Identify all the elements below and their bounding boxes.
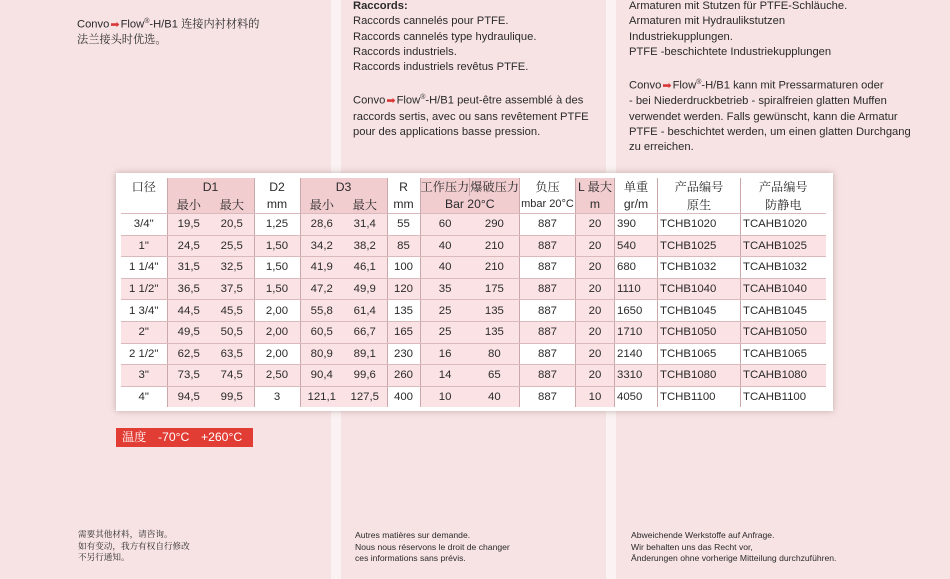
model-name: -H/B1 <box>149 18 178 31</box>
header-code-original: 产品编号 <box>658 178 741 196</box>
cell-length: 20 <box>576 257 615 279</box>
subheader-m: m <box>576 196 615 214</box>
text-line: Raccords cannelés pour PTFE. <box>353 15 509 28</box>
cell-d3-min: 90,4 <box>300 365 343 387</box>
cell-length: 20 <box>576 321 615 343</box>
cell-vacuum: 887 <box>520 214 576 236</box>
cell-d2: 1,50 <box>254 278 300 300</box>
temperature-low: -70°C <box>158 430 190 444</box>
cell-d3-min: 47,2 <box>300 278 343 300</box>
cell-d3-min: 34,2 <box>300 235 343 257</box>
cell-code-original: TCHB1100 <box>658 386 741 407</box>
brand-suffix: Flow <box>672 79 697 92</box>
cell-d2: 2,00 <box>254 300 300 322</box>
cell-d3-max: 89,1 <box>343 343 387 365</box>
text-line: zu erreichen. <box>629 141 694 154</box>
subheader-mbar: mbar 20°C <box>520 196 576 214</box>
text-line: Industriekupplungen. <box>629 30 733 43</box>
cell-length: 10 <box>576 386 615 407</box>
temperature-high: +260°C <box>201 430 243 444</box>
subheader-bar: Bar 20°C <box>420 196 520 214</box>
footer-line: 需要其他材料，请咨询。 <box>78 529 173 539</box>
footer-line: ces informations sans prévis. <box>355 553 466 564</box>
cell-d1-max: 74,5 <box>210 365 254 387</box>
cell-code-original: TCHB1032 <box>658 257 741 279</box>
cell-d2: 1,50 <box>254 257 300 279</box>
cell-d1-max: 45,5 <box>210 300 254 322</box>
cell-d2: 2,00 <box>254 343 300 365</box>
text-line: - bei Niederdruckbetrieb - spiralfreien glatten Muffen <box>629 95 887 108</box>
footer-french <box>355 530 510 565</box>
cell-r: 135 <box>387 300 420 322</box>
cell-vacuum: 887 <box>520 386 576 407</box>
cell-working-pressure: 25 <box>420 300 470 322</box>
text-line: -H/B1 kann mit Pressarmaturen oder <box>701 79 884 92</box>
cell-r: 100 <box>387 257 420 279</box>
cell-d1-min: 62,5 <box>167 343 210 365</box>
header-bore: 口径 <box>121 178 167 196</box>
cell-vacuum: 887 <box>520 257 576 279</box>
subheader-original: 原生 <box>658 196 741 214</box>
header-burst-pressure: 爆破压力 <box>470 178 520 196</box>
subheader-max: 最大 <box>210 196 254 214</box>
cell-d3-max: 61,4 <box>343 300 387 322</box>
cell-bore: 2" <box>121 321 167 343</box>
footer-line: 如有变动，我方有权自行修改 <box>78 540 190 551</box>
text-line: raccords sertis, avec ou sans revêtement PTFE <box>353 110 589 123</box>
cell-weight: 1650 <box>615 300 658 322</box>
brand-suffix: Flow <box>120 18 145 31</box>
intro-text: 法兰接头时优选。 <box>77 34 167 47</box>
subheader-mm: mm <box>254 196 300 214</box>
header-length: L 最大 <box>576 178 615 196</box>
cell-code-antistatic: TCAHB1065 <box>741 343 826 365</box>
table-row <box>121 300 826 322</box>
cell-burst-pressure: 210 <box>470 235 520 257</box>
cell-vacuum: 887 <box>520 365 576 387</box>
intro-german <box>629 0 911 155</box>
cell-code-antistatic: TCAHB1100 <box>741 386 826 407</box>
cell-weight: 4050 <box>615 386 658 407</box>
cell-r: 85 <box>387 235 420 257</box>
subheader-min: 最小 <box>167 196 210 214</box>
brand-prefix: Convo <box>353 95 386 108</box>
cell-d1-min: 36,5 <box>167 278 210 300</box>
table-row <box>121 214 826 236</box>
cell-r: 260 <box>387 365 420 387</box>
table-row <box>121 321 826 343</box>
cell-r: 165 <box>387 321 420 343</box>
cell-code-antistatic: TCAHB1045 <box>741 300 826 322</box>
cell-d3-max: 38,2 <box>343 235 387 257</box>
cell-d1-max: 37,5 <box>210 278 254 300</box>
subheader-mm: mm <box>387 196 420 214</box>
cell-vacuum: 887 <box>520 235 576 257</box>
cell-d3-max: 31,4 <box>343 214 387 236</box>
registered-mark: ® <box>696 79 702 87</box>
cell-weight: 540 <box>615 235 658 257</box>
cell-vacuum: 887 <box>520 321 576 343</box>
table-header-row <box>121 178 826 196</box>
registered-mark: ® <box>420 94 426 102</box>
cell-code-antistatic: TCAHB1020 <box>741 214 826 236</box>
cell-d1-max: 32,5 <box>210 257 254 279</box>
cell-code-antistatic: TCAHB1032 <box>741 257 826 279</box>
cell-weight: 390 <box>615 214 658 236</box>
cell-r: 120 <box>387 278 420 300</box>
registered-mark: ® <box>144 18 150 25</box>
cell-code-original: TCHB1040 <box>658 278 741 300</box>
cell-d3-max: 127,5 <box>343 386 387 407</box>
text-line: PTFE -beschichtete Industriekupplungen <box>629 45 832 58</box>
cell-d1-max: 50,5 <box>210 321 254 343</box>
cell-r: 230 <box>387 343 420 365</box>
cell-length: 20 <box>576 235 615 257</box>
cell-working-pressure: 10 <box>420 386 470 407</box>
cell-working-pressure: 25 <box>420 321 470 343</box>
cell-d3-max: 99,6 <box>343 365 387 387</box>
cell-burst-pressure: 290 <box>470 214 520 236</box>
cell-burst-pressure: 65 <box>470 365 520 387</box>
cell-d2: 2,00 <box>254 321 300 343</box>
cell-weight: 3310 <box>615 365 658 387</box>
cell-weight: 1710 <box>615 321 658 343</box>
cell-code-antistatic: TCAHB1080 <box>741 365 826 387</box>
cell-d3-min: 41,9 <box>300 257 343 279</box>
cell-d3-max: 46,1 <box>343 257 387 279</box>
brand-arrow-icon: ➡ <box>386 95 396 108</box>
header-d3: D3 <box>300 178 387 196</box>
cell-bore: 1 1/4" <box>121 257 167 279</box>
cell-d1-min: 44,5 <box>167 300 210 322</box>
cell-d1-max: 20,5 <box>210 214 254 236</box>
header-working-pressure: 工作压力 <box>420 178 470 196</box>
header-d2: D2 <box>254 178 300 196</box>
table-row <box>121 343 826 365</box>
text-line: PTFE - beschichtet werden, um einen glatten Durchgang <box>629 125 911 138</box>
cell-d3-min: 80,9 <box>300 343 343 365</box>
temperature-badge <box>116 428 253 447</box>
cell-burst-pressure: 175 <box>470 278 520 300</box>
cell-working-pressure: 40 <box>420 257 470 279</box>
cell-length: 20 <box>576 300 615 322</box>
cell-burst-pressure: 80 <box>470 343 520 365</box>
footer-line: Autres matières sur demande. <box>355 530 471 540</box>
text-line: pour des applications basse pression. <box>353 125 541 138</box>
cell-code-original: TCHB1025 <box>658 235 741 257</box>
cell-code-antistatic: TCAHB1025 <box>741 235 826 257</box>
table-row <box>121 257 826 279</box>
footer-german <box>631 530 836 565</box>
cell-burst-pressure: 135 <box>470 321 520 343</box>
cell-d3-min: 60,5 <box>300 321 343 343</box>
footer-line: Änderungen ohne vorherige Mitteilung durchzuführen. <box>631 553 837 564</box>
cell-code-original: TCHB1080 <box>658 365 741 387</box>
table-row <box>121 386 826 407</box>
header-vacuum: 负压 <box>520 178 576 196</box>
table-subheader-row <box>121 196 826 214</box>
cell-bore: 2 1/2" <box>121 343 167 365</box>
cell-d1-max: 25,5 <box>210 235 254 257</box>
header-r: R <box>387 178 420 196</box>
cell-burst-pressure: 135 <box>470 300 520 322</box>
subheader-antistatic: 防静电 <box>741 196 826 214</box>
cell-vacuum: 887 <box>520 343 576 365</box>
footer-line: Wir behalten uns das Recht vor, <box>631 541 753 552</box>
temperature-label: 温度 <box>122 430 147 444</box>
cell-code-original: TCHB1065 <box>658 343 741 365</box>
cell-working-pressure: 35 <box>420 278 470 300</box>
cell-d1-min: 94,5 <box>167 386 210 407</box>
cell-d1-max: 63,5 <box>210 343 254 365</box>
cell-bore: 1 3/4" <box>121 300 167 322</box>
text-line: -H/B1 peut-être assemblé à des <box>425 95 584 108</box>
intro-chinese <box>77 14 259 48</box>
cell-d1-min: 73,5 <box>167 365 210 387</box>
cell-d1-min: 49,5 <box>167 321 210 343</box>
cell-burst-pressure: 40 <box>470 386 520 407</box>
cell-working-pressure: 60 <box>420 214 470 236</box>
cell-d1-min: 31,5 <box>167 257 210 279</box>
cell-d2: 1,50 <box>254 235 300 257</box>
subheader-grm: gr/m <box>615 196 658 214</box>
table-row <box>121 235 826 257</box>
brand-prefix: Convo <box>629 79 662 92</box>
cell-bore: 1" <box>121 235 167 257</box>
cell-length: 20 <box>576 365 615 387</box>
cell-length: 20 <box>576 278 615 300</box>
header-code-antistatic: 产品编号 <box>741 178 826 196</box>
text-line: Raccords cannelés type hydraulique. <box>353 30 537 43</box>
cell-working-pressure: 40 <box>420 235 470 257</box>
cell-code-original: TCHB1020 <box>658 214 741 236</box>
cell-bore: 1 1/2" <box>121 278 167 300</box>
spec-table-panel <box>116 173 833 411</box>
subheader-empty <box>121 196 167 214</box>
cell-vacuum: 887 <box>520 300 576 322</box>
footer-line: Abweichende Werkstoffe auf Anfrage. <box>631 530 775 540</box>
footer-chinese <box>78 529 190 564</box>
cell-length: 20 <box>576 214 615 236</box>
cell-d3-max: 66,7 <box>343 321 387 343</box>
cell-r: 55 <box>387 214 420 236</box>
footer-line: Nous nous réservons le droit de changer <box>355 541 510 552</box>
table-body <box>121 214 826 408</box>
intro-text: 连接内衬材料的 <box>181 18 260 31</box>
section-heading: Raccords: <box>353 0 408 12</box>
cell-d3-min: 55,8 <box>300 300 343 322</box>
cell-code-antistatic: TCAHB1040 <box>741 278 826 300</box>
table-row <box>121 278 826 300</box>
text-line: Armaturen mit Stutzen für PTFE-Schläuche. <box>629 0 848 12</box>
cell-bore: 4" <box>121 386 167 407</box>
cell-working-pressure: 16 <box>420 343 470 365</box>
cell-weight: 1110 <box>615 278 658 300</box>
cell-d2: 3 <box>254 386 300 407</box>
cell-d1-min: 24,5 <box>167 235 210 257</box>
header-weight: 单重 <box>615 178 658 196</box>
header-d1: D1 <box>167 178 254 196</box>
cell-length: 20 <box>576 343 615 365</box>
brand-suffix: Flow <box>396 95 421 108</box>
text-line: Raccords industriels. <box>353 45 457 58</box>
cell-code-antistatic: TCAHB1050 <box>741 321 826 343</box>
cell-r: 400 <box>387 386 420 407</box>
intro-french <box>353 0 589 140</box>
brand-arrow-icon: ➡ <box>110 18 120 31</box>
spec-table <box>121 178 826 407</box>
brand-arrow-icon: ➡ <box>662 79 672 92</box>
text-line: Raccords industriels revêtus PTFE. <box>353 61 529 74</box>
cell-d3-min: 28,6 <box>300 214 343 236</box>
cell-d2: 1,25 <box>254 214 300 236</box>
cell-d1-min: 19,5 <box>167 214 210 236</box>
subheader-max: 最大 <box>343 196 387 214</box>
cell-d2: 2,50 <box>254 365 300 387</box>
text-line: Armaturen mit Hydraulikstutzen <box>629 15 786 28</box>
cell-code-original: TCHB1050 <box>658 321 741 343</box>
table-row <box>121 365 826 387</box>
cell-d3-max: 49,9 <box>343 278 387 300</box>
cell-d3-min: 121,1 <box>300 386 343 407</box>
cell-burst-pressure: 210 <box>470 257 520 279</box>
cell-working-pressure: 14 <box>420 365 470 387</box>
cell-d1-max: 99,5 <box>210 386 254 407</box>
cell-vacuum: 887 <box>520 278 576 300</box>
cell-code-original: TCHB1045 <box>658 300 741 322</box>
cell-bore: 3/4" <box>121 214 167 236</box>
cell-bore: 3" <box>121 365 167 387</box>
text-line: verwendet werden. Falls gewünscht, kann die Armatur <box>629 110 898 123</box>
subheader-min: 最小 <box>300 196 343 214</box>
footer-line: 不另行通知。 <box>78 552 130 563</box>
cell-weight: 680 <box>615 257 658 279</box>
brand-prefix: Convo <box>77 18 110 31</box>
cell-weight: 2140 <box>615 343 658 365</box>
